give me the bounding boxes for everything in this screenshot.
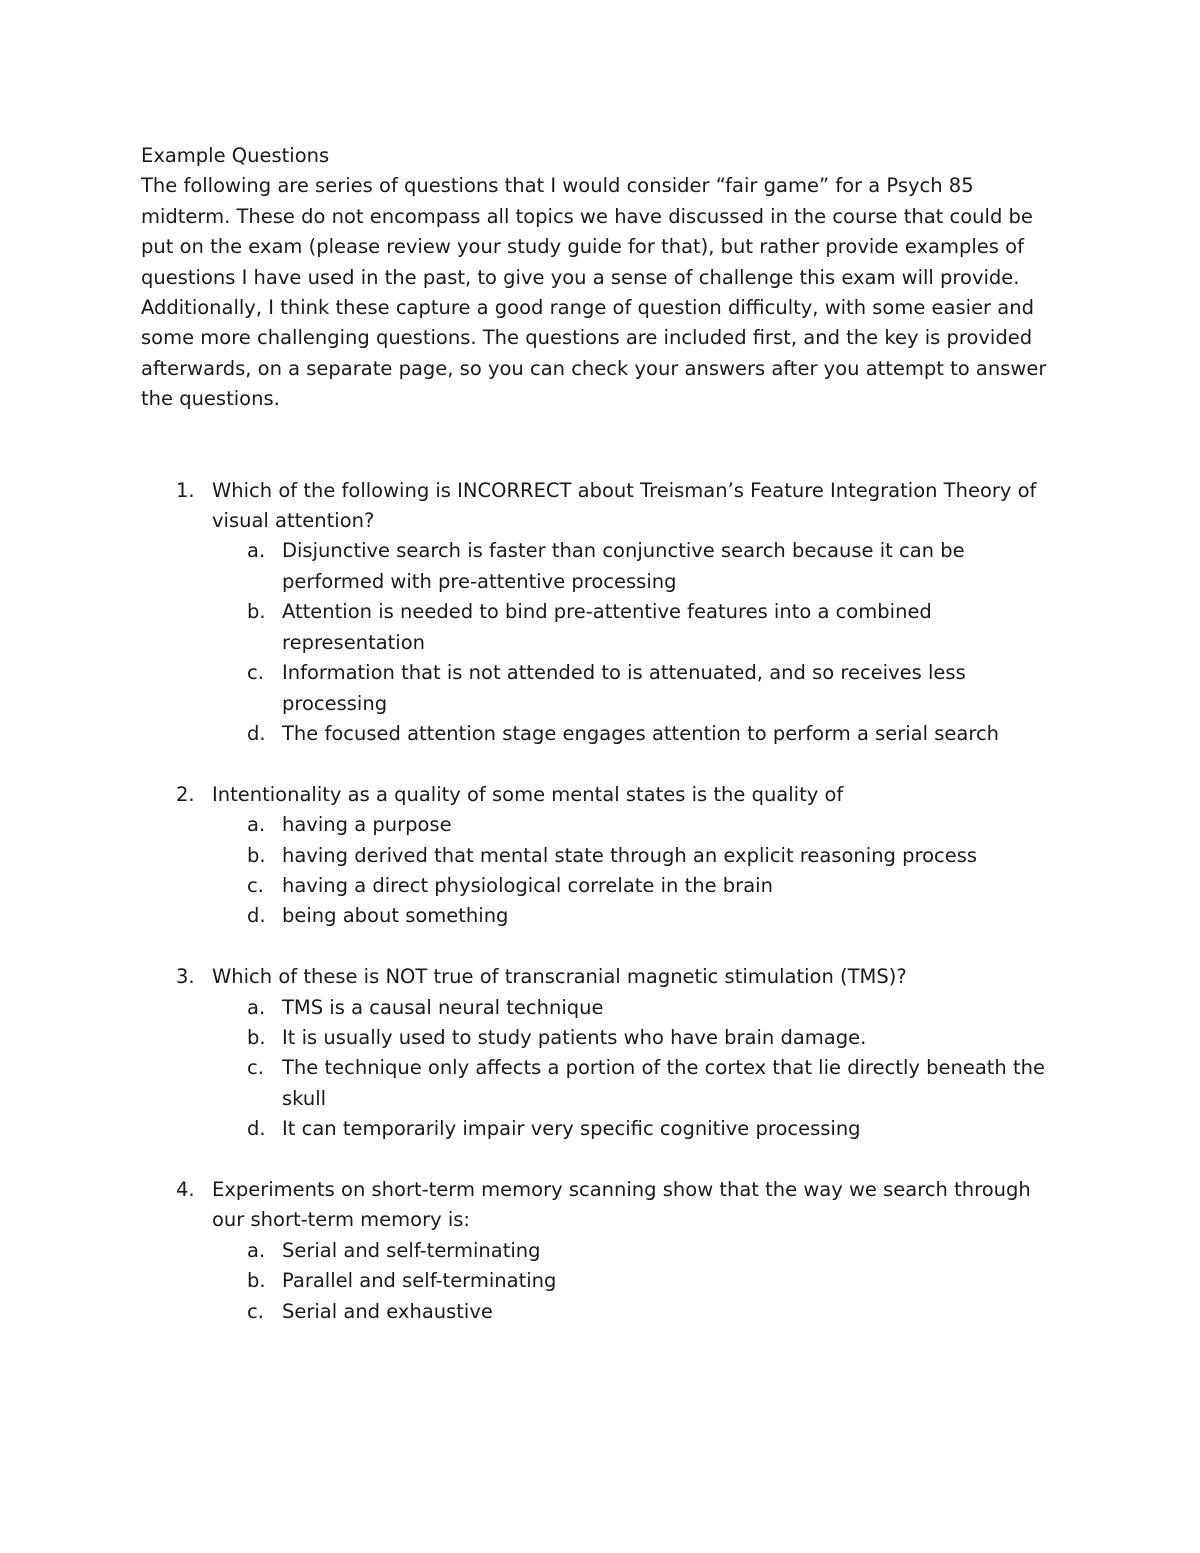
option-letter: d. (247, 904, 266, 928)
option-letter: c. (247, 1056, 264, 1080)
option-text: It is usually used to study patients who have brain damage. (282, 1025, 867, 1049)
answer-option (212, 841, 1061, 871)
question-text: Which of these is NOT true of transcranial magnetic stimulation (TMS)? (212, 965, 907, 989)
answer-options (212, 536, 1061, 749)
question-number: 2. (176, 782, 195, 806)
option-letter: b. (247, 1025, 266, 1049)
answer-option (212, 1053, 1061, 1114)
intro-paragraph: The following are series of questions that I would consider “fair game” for a Psych 85 midterm. These do not encompass all topics we have discussed in the course that could be put on the exam (please review your study guide for that), but rather provide examples of questions I have used in the past, to give you a sense of challenge this exam will provide. Additionally, I think these capture a good range of question difficulty, with some easier and some more challenging questions. The questions are included first, and the key is provided afterwards, on a separate page, so you can check your answers after you attempt to answer the questions. (141, 174, 1047, 411)
answer-option (212, 597, 1061, 658)
option-text: having a direct physiological correlate in the brain (282, 873, 773, 897)
document-page (141, 141, 1061, 1357)
answer-option (212, 1266, 1061, 1296)
question-number: 4. (176, 1177, 195, 1201)
question-list (141, 476, 1061, 1327)
answer-option (212, 1297, 1061, 1327)
answer-option (212, 810, 1061, 840)
option-letter: b. (247, 600, 266, 624)
answer-options (212, 993, 1061, 1145)
option-text: Information that is not attended to is attenuated, and so receives less processing (282, 661, 966, 715)
option-text: having derived that mental state through an explicit reasoning process (282, 843, 978, 867)
answer-option (212, 1236, 1061, 1266)
answer-option (212, 993, 1061, 1023)
option-text: Parallel and self-terminating (282, 1269, 557, 1293)
option-letter: a. (247, 995, 266, 1019)
answer-option (212, 871, 1061, 901)
question-item (141, 476, 1061, 750)
option-letter: d. (247, 721, 266, 745)
option-text: having a purpose (282, 813, 452, 837)
answer-options (212, 810, 1061, 932)
option-text: TMS is a causal neural technique (282, 995, 604, 1019)
answer-option (212, 901, 1061, 931)
question-text: Which of the following is INCORRECT about Treisman’s Feature Integration Theory of visual attention? (212, 478, 1037, 533)
question-item (141, 962, 1061, 1144)
answer-option (212, 1114, 1061, 1144)
option-text: The technique only affects a portion of the cortex that lie directly beneath the skull (282, 1056, 1045, 1110)
question-number: 1. (176, 478, 195, 502)
option-letter: b. (247, 1269, 266, 1293)
option-text: Attention is needed to bind pre-attentive features into a combined representation (282, 600, 932, 654)
answer-option (212, 536, 1061, 597)
answer-option (212, 658, 1061, 719)
question-text: Experiments on short-term memory scanning show that the way we search through our short-term memory is: (212, 1177, 1031, 1232)
option-letter: d. (247, 1117, 266, 1141)
option-letter: a. (247, 813, 266, 837)
question-item (141, 780, 1061, 932)
option-letter: c. (247, 661, 264, 685)
option-text: Disjunctive search is faster than conjunctive search because it can be performed with pre-attentive processing (282, 539, 965, 593)
option-text: being about something (282, 904, 509, 928)
option-text: Serial and exhaustive (282, 1299, 493, 1323)
option-letter: b. (247, 843, 266, 867)
option-letter: a. (247, 539, 266, 563)
option-text: The focused attention stage engages attention to perform a serial search (282, 721, 1000, 745)
option-letter: c. (247, 1299, 264, 1323)
option-letter: c. (247, 873, 264, 897)
question-number: 3. (176, 965, 195, 989)
option-text: Serial and self-terminating (282, 1238, 541, 1262)
answer-option (212, 719, 1061, 749)
question-text: Intentionality as a quality of some mental states is the quality of (212, 782, 844, 806)
option-letter: a. (247, 1238, 266, 1262)
option-text: It can temporarily impair very specific cognitive processing (282, 1117, 861, 1141)
answer-option (212, 1023, 1061, 1053)
document-title: Example Questions (141, 144, 330, 167)
answer-options (212, 1236, 1061, 1327)
question-item (141, 1175, 1061, 1327)
